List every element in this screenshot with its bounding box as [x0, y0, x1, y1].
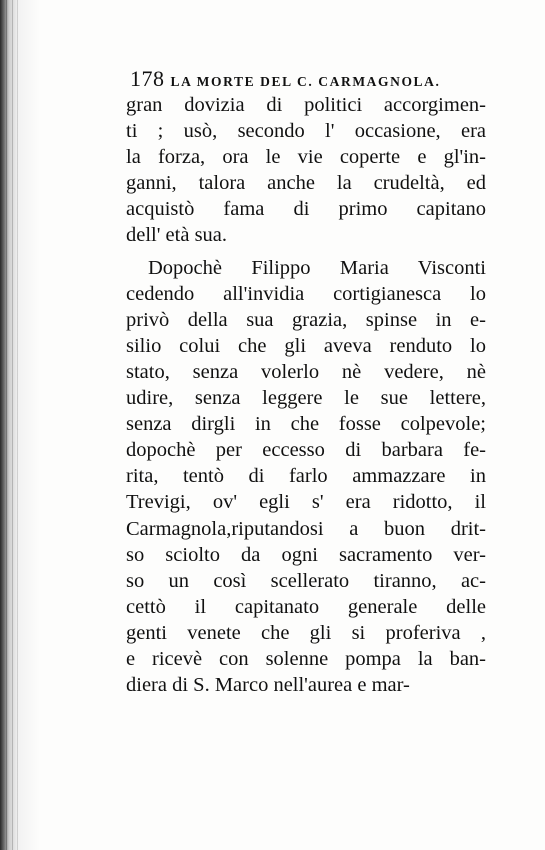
text-line: rita, tentò di farlo ammazzare in	[126, 465, 486, 488]
text-line: cettò il capitanato generale delle	[126, 595, 486, 618]
paragraph	[126, 92, 486, 249]
text-line: ti ; usò, secondo l' occasione, era	[126, 120, 486, 143]
text-line: la forza, ora le vie coperte e gl'in-	[126, 146, 486, 169]
text-line: e ricevè con solenne pompa la ban-	[126, 647, 486, 670]
page-number: 178	[130, 66, 165, 91]
running-head: LA MORTE DEL C. CARMAGNOLA.	[170, 74, 441, 89]
gutter-line	[17, 0, 18, 850]
text-line: so un così scellerato tiranno, ac-	[126, 569, 486, 592]
text-line: udire, senza leggere le sue lettere,	[126, 387, 486, 410]
text-line: dopochè per eccesso di barbara fe-	[126, 439, 486, 462]
text-line: stato, senza volerlo nè vedere, nè	[126, 360, 486, 383]
text-line: diera di S. Marco nell'aurea e mar-	[126, 674, 410, 697]
text-line: so sciolto da ogni sacramento ver-	[126, 543, 486, 566]
gutter-line	[6, 0, 7, 850]
text-line: genti venete che gli si proferiva ,	[126, 621, 486, 644]
text-line: Trevigi, ov' egli s' era ridotto, il	[126, 491, 486, 514]
text-line: senza dirgli in che fosse colpevole;	[126, 413, 486, 436]
text-line: cedendo all'invidia cortigianesca lo	[126, 282, 486, 305]
text-line: silio colui che gli aveva renduto lo	[126, 334, 486, 357]
text-line: Dopochè Filippo Maria Visconti	[148, 256, 486, 279]
text-line: dell' età sua.	[126, 224, 228, 247]
text-line: ganni, talora anche la crudeltà, ed	[126, 172, 486, 195]
paragraph	[126, 255, 486, 699]
text-line: gran dovizia di politici accorgimen-	[126, 94, 486, 116]
page-header	[130, 66, 490, 92]
text-line: acquistò fama di primo capitano	[126, 198, 486, 221]
body-text	[126, 92, 486, 698]
gutter-line	[12, 0, 13, 850]
text-line: privò della sua grazia, spinse in e-	[126, 308, 486, 331]
text-line: Carmagnola,riputandosi a buon drit-	[126, 517, 486, 540]
book-gutter	[0, 0, 40, 850]
